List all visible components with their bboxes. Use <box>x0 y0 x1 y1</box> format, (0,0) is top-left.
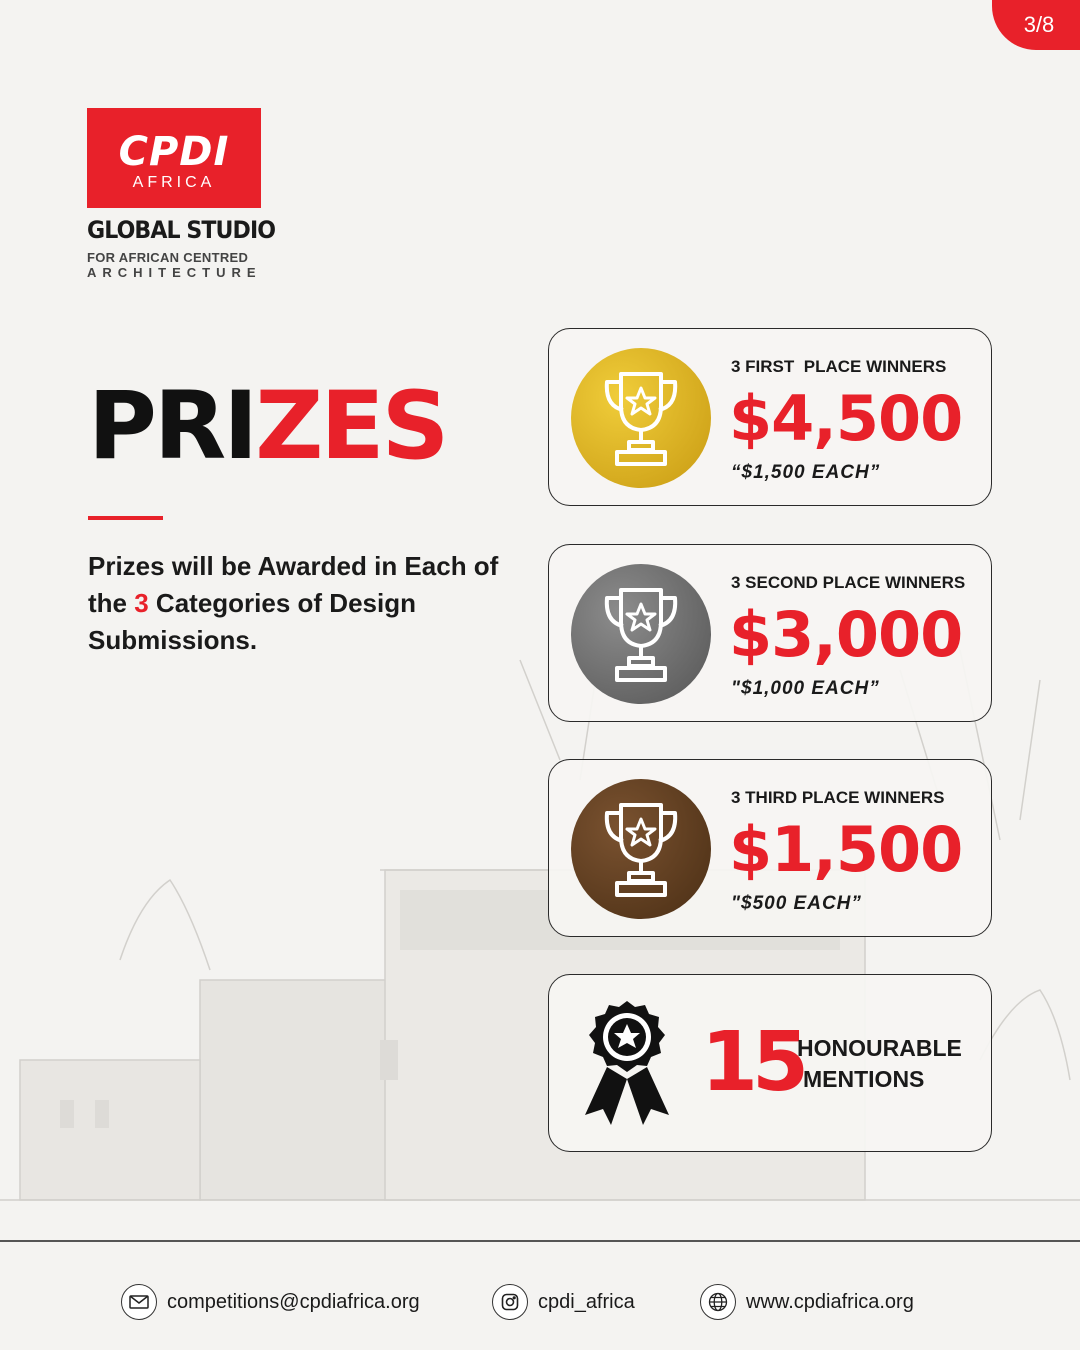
cpdi-logo <box>87 108 261 208</box>
first-place-note: “$1,500 EACH” <box>731 462 881 483</box>
first-place-title: 3 FIRST PLACE WINNERS <box>731 357 947 376</box>
description-text-2: Categories of Design Submissions. <box>88 588 416 655</box>
second-place-note: "$1,000 EACH” <box>731 678 880 699</box>
instagram-handle[interactable]: cpdi_africa <box>538 1290 635 1313</box>
email-icon <box>121 1284 157 1320</box>
second-place-card <box>548 544 992 722</box>
website-link[interactable]: www.cpdiafrica.org <box>746 1290 914 1313</box>
prize-description <box>88 548 508 659</box>
page-indicator: 3/8 <box>992 0 1080 50</box>
instagram-icon <box>492 1284 528 1320</box>
globe-icon <box>700 1284 736 1320</box>
logo-subtitle-line1: FOR AFRICAN CENTRED <box>87 250 249 265</box>
trophy-icon <box>599 582 683 686</box>
logo-subtitle-line2: ARCHITECTURE <box>87 265 262 280</box>
footer-email[interactable] <box>121 1284 420 1320</box>
second-place-title: 3 SECOND PLACE WINNERS <box>731 573 966 592</box>
footer-instagram[interactable] <box>492 1284 635 1320</box>
award-ribbon-icon <box>577 997 677 1131</box>
email-link[interactable]: competitions@cpdiafrica.org <box>167 1290 420 1313</box>
description-highlight: 3 <box>134 588 149 618</box>
title-underline <box>88 516 163 520</box>
description-text-1: Prizes will be Awarded in Each of the <box>88 551 499 618</box>
trophy-icon <box>599 797 683 901</box>
trophy-icon <box>599 366 683 470</box>
title-part-red: ZES <box>255 372 447 481</box>
logo-studio-name: GLOBAL STUDIO <box>87 216 276 244</box>
first-place-card <box>548 328 992 506</box>
bronze-medal <box>571 779 711 919</box>
honourable-label-2: MENTIONS <box>803 1066 925 1092</box>
page-title <box>88 372 446 482</box>
third-place-title: 3 THIRD PLACE WINNERS <box>731 788 945 807</box>
logo-region: AFRICA <box>132 174 216 191</box>
honourable-mentions-card <box>548 974 992 1152</box>
second-place-amount: $3,000 <box>729 598 963 671</box>
third-place-note: "$500 EACH” <box>731 893 862 914</box>
footer-divider <box>0 1240 1080 1242</box>
third-place-card <box>548 759 992 937</box>
gold-medal <box>571 348 711 488</box>
honourable-label-1: HONOURABLE <box>797 1035 962 1061</box>
footer-website[interactable] <box>700 1284 914 1320</box>
first-place-amount: $4,500 <box>729 382 963 455</box>
honourable-count: 15 <box>701 1015 804 1110</box>
third-place-amount: $1,500 <box>729 813 963 886</box>
logo-mark: CPDI <box>118 129 230 175</box>
silver-medal <box>571 564 711 704</box>
title-part-black: PRI <box>88 372 256 481</box>
